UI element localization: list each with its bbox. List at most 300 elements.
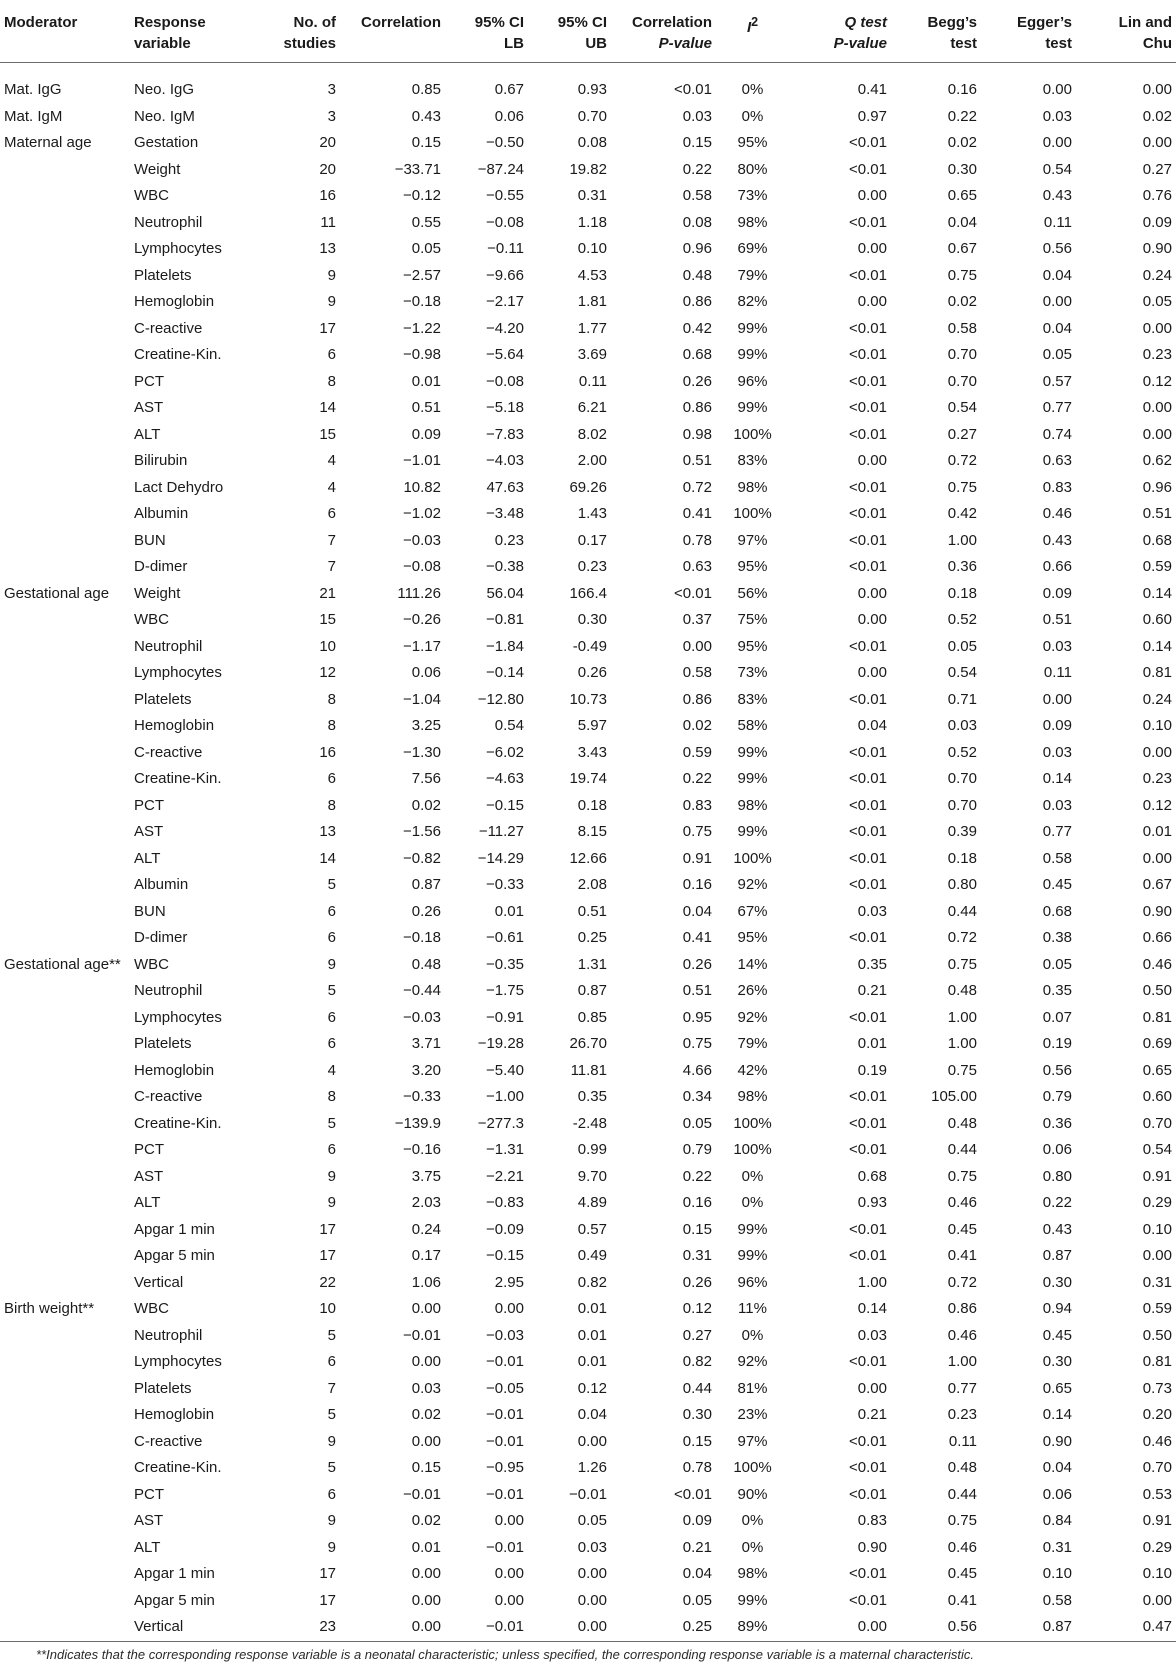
correlation-p-value-cell: 0.00 <box>682 637 712 655</box>
q-test-p-value-cell: 0.35 <box>857 955 887 973</box>
ci-ub-cell: 1.81 <box>577 293 607 310</box>
ci-lb-cell: −12.80 <box>477 690 524 708</box>
lin-and-chu-cell: 0.90 <box>1142 240 1172 257</box>
lin-and-chu-cell: 0.02 <box>1142 107 1172 125</box>
eggers-test-cell: 0.43 <box>1042 187 1072 204</box>
i-squared-cell: 98% <box>737 478 768 496</box>
table-row <box>0 1588 1176 1615</box>
moderator-cell <box>0 819 130 846</box>
beggs-test-cell: 0.75 <box>947 478 977 496</box>
response-variable-cell: Platelets <box>134 690 192 708</box>
beggs-test-cell: 0.02 <box>947 293 977 310</box>
ci-lb-cell: −0.01 <box>486 1432 524 1450</box>
ci-lb-cell: −0.01 <box>445 1614 528 1641</box>
ci-lb-cell: 0.00 <box>494 1591 524 1609</box>
response-variable-cell: AST <box>134 399 164 416</box>
i-squared-cell: 73% <box>737 664 768 681</box>
ci-lb-cell: −0.83 <box>486 1194 524 1211</box>
lin-and-chu-cell: 0.60 <box>1142 1088 1172 1105</box>
ci-ub-cell: 0.70 <box>577 107 607 125</box>
header-spacer <box>0 63 1176 78</box>
moderator-cell: Mat. IgG <box>4 81 62 98</box>
ci-lb-cell: −0.08 <box>486 213 524 231</box>
lin-and-chu-cell: 0.73 <box>1142 1379 1172 1397</box>
ci-ub-cell: 0.25 <box>577 929 607 946</box>
ci-ub-cell: 2.08 <box>577 876 607 893</box>
i-squared-cell: 0% <box>741 1194 764 1211</box>
correlation-cell: −0.16 <box>403 1141 441 1158</box>
eggers-test-cell: 0.87 <box>981 1614 1076 1641</box>
table-row <box>0 872 1176 899</box>
table-header <box>0 4 1176 77</box>
response-variable-cell: Creatine-Kin. <box>134 1114 222 1132</box>
studies-cell: 15 <box>319 425 336 443</box>
studies-cell: 9 <box>327 266 336 284</box>
table-row <box>0 1535 1176 1562</box>
moderator-cell: Gestational age** <box>4 955 121 973</box>
studies-cell: 9 <box>327 1432 336 1450</box>
ci-lb-cell: −11.27 <box>478 823 524 840</box>
beggs-test-cell: 1.00 <box>947 531 977 549</box>
response-variable-cell: Apgar 1 min <box>134 1565 215 1582</box>
studies-cell: 10 <box>319 1300 336 1317</box>
beggs-test-cell: 0.45 <box>947 1220 977 1238</box>
i-squared-cell: 99% <box>737 770 768 787</box>
ci-ub-cell: -2.48 <box>572 1114 607 1132</box>
ci-ub-cell: 0.12 <box>577 1379 607 1397</box>
q-test-p-value-cell: <0.01 <box>849 1432 887 1450</box>
lin-and-chu-cell: 0.05 <box>1142 293 1172 310</box>
beggs-test-cell: 0.22 <box>947 107 977 125</box>
ci-ub-cell: 10.73 <box>569 690 607 708</box>
beggs-test-cell: 0.75 <box>947 1167 977 1185</box>
studies-cell: 17 <box>319 1220 336 1238</box>
response-variable-cell: Platelets <box>134 1379 192 1397</box>
i-squared-cell: 96% <box>737 372 768 390</box>
studies-cell: 5 <box>327 1406 336 1423</box>
ci-ub-cell: 0.87 <box>577 982 607 999</box>
studies-cell: 20 <box>319 160 336 178</box>
correlation-p-value-cell: 0.27 <box>682 1326 712 1344</box>
moderator-cell <box>0 899 130 926</box>
lin-and-chu-cell: 0.67 <box>1142 876 1172 893</box>
q-test-p-value-cell: 0.21 <box>857 982 887 999</box>
ci-lb-cell: −0.61 <box>486 929 524 946</box>
lin-and-chu-cell: 0.12 <box>1142 372 1172 390</box>
q-test-p-value-cell: 0.00 <box>857 611 887 628</box>
correlation-cell: 0.06 <box>411 664 441 681</box>
q-test-p-value-cell: <0.01 <box>849 929 887 946</box>
lin-and-chu-cell: 0.14 <box>1142 637 1172 655</box>
beggs-test-cell: 0.02 <box>947 134 977 151</box>
eggers-test-cell: 0.43 <box>1042 531 1072 549</box>
ci-lb-cell: 2.95 <box>494 1273 524 1291</box>
ci-ub-cell: 0.93 <box>577 81 607 98</box>
beggs-test-cell: 0.80 <box>947 876 977 893</box>
q-test-p-value-cell: 0.00 <box>857 664 887 681</box>
table-row <box>0 1508 1176 1535</box>
ci-ub-cell: 0.08 <box>577 134 607 151</box>
eggers-test-cell: 0.00 <box>1042 690 1072 708</box>
lin-and-chu-cell: 0.46 <box>1142 955 1172 973</box>
correlation-p-value-cell: 0.86 <box>682 690 712 708</box>
response-variable-cell: ALT <box>134 849 161 867</box>
ci-ub-cell: 4.53 <box>577 266 607 284</box>
response-variable-cell: WBC <box>134 187 169 204</box>
response-variable-cell: Lymphocytes <box>134 664 222 681</box>
moderator-cell <box>0 1058 130 1085</box>
i-squared-cell: 58% <box>737 717 768 734</box>
table-row <box>0 1429 1176 1456</box>
studies-cell: 13 <box>319 240 336 257</box>
lin-and-chu-cell: 0.46 <box>1142 1432 1172 1450</box>
ci-lb-cell: −5.64 <box>486 346 524 363</box>
moderator-cell <box>0 1614 130 1641</box>
response-variable-cell: Bilirubin <box>134 452 188 469</box>
correlation-cell: −0.03 <box>403 531 441 549</box>
correlation-p-value-cell: 0.82 <box>682 1353 712 1370</box>
response-variable-cell: Platelets <box>134 1035 192 1052</box>
correlation-cell: 0.43 <box>411 107 441 125</box>
q-test-p-value-cell: 0.83 <box>857 1512 887 1529</box>
ci-lb-cell: −0.35 <box>486 955 524 973</box>
table-row <box>0 925 1176 952</box>
i-squared-cell: 82% <box>737 293 768 310</box>
correlation-cell: −1.17 <box>403 637 441 655</box>
response-variable-cell: Neutrophil <box>134 637 203 655</box>
eggers-test-cell: 0.00 <box>1042 81 1072 98</box>
table-row <box>0 1323 1176 1350</box>
studies-cell: 8 <box>327 690 336 708</box>
lin-and-chu-cell: 0.01 <box>1142 823 1172 840</box>
ci-lb-cell: −5.18 <box>486 399 524 416</box>
correlation-p-value-cell: 0.68 <box>682 346 712 363</box>
beggs-test-cell: 0.46 <box>947 1326 977 1344</box>
moderator-cell <box>0 210 130 237</box>
moderator-cell <box>0 1243 130 1270</box>
table-row <box>0 1137 1176 1164</box>
lin-and-chu-cell: 0.00 <box>1142 849 1172 867</box>
eggers-test-cell: 0.03 <box>1042 796 1072 814</box>
correlation-cell: 1.06 <box>411 1273 441 1291</box>
lin-and-chu-cell: 0.51 <box>1142 505 1172 522</box>
q-test-p-value-cell: 0.00 <box>857 1379 887 1397</box>
ci-lb-cell: −0.01 <box>486 1353 524 1370</box>
ci-ub-cell: 9.70 <box>577 1167 607 1185</box>
correlation-cell: 0.15 <box>411 134 441 151</box>
eggers-test-cell: 0.77 <box>1042 823 1072 840</box>
eggers-test-cell: 0.10 <box>1042 1565 1072 1582</box>
ci-lb-cell: −87.24 <box>477 160 524 178</box>
correlation-cell: −0.18 <box>403 293 441 310</box>
studies-cell: 7 <box>327 1379 336 1397</box>
lin-and-chu-cell: 0.59 <box>1142 558 1172 575</box>
moderator-cell <box>0 1084 130 1111</box>
eggers-test-cell: 0.04 <box>1042 1459 1072 1476</box>
table-row <box>0 819 1176 846</box>
q-test-p-value-cell: <0.01 <box>849 319 887 337</box>
beggs-test-cell: 0.16 <box>947 81 977 98</box>
beggs-test-cell: 0.75 <box>947 1512 977 1529</box>
beggs-test-cell: 0.52 <box>947 743 977 761</box>
correlation-cell: −1.22 <box>403 319 441 337</box>
correlation-p-value-cell: 0.04 <box>682 1565 712 1582</box>
correlation-cell: 0.55 <box>411 213 441 231</box>
header-moderator: Moderator <box>0 4 130 63</box>
ci-lb-cell: −7.83 <box>486 425 524 443</box>
q-test-p-value-cell: 0.04 <box>857 717 887 734</box>
beggs-test-cell: 0.72 <box>947 1273 977 1291</box>
ci-lb-cell: −0.81 <box>486 611 524 628</box>
beggs-test-cell: 0.45 <box>947 1565 977 1582</box>
moderator-cell <box>0 766 130 793</box>
ci-ub-cell: 0.00 <box>577 1565 607 1582</box>
q-test-p-value-cell: <0.01 <box>849 876 887 893</box>
header-number-of-studies: No. of studies <box>260 4 340 63</box>
response-variable-cell: Hemoglobin <box>134 1406 215 1423</box>
lin-and-chu-cell: 0.24 <box>1142 266 1172 284</box>
moderator-cell <box>0 1508 130 1535</box>
correlation-cell: 0.26 <box>411 902 441 920</box>
table-row <box>0 1190 1176 1217</box>
moderator-cell <box>0 1402 130 1429</box>
moderator-cell: Birth weight** <box>4 1300 95 1317</box>
beggs-test-cell: 0.75 <box>947 266 977 284</box>
beggs-test-cell: 0.77 <box>947 1379 977 1397</box>
eggers-test-cell: 0.77 <box>1042 399 1072 416</box>
lin-and-chu-cell: 0.00 <box>1142 743 1172 761</box>
eggers-test-cell: 0.11 <box>1043 213 1072 231</box>
table-row <box>0 1217 1176 1244</box>
correlation-p-value-cell: 0.25 <box>611 1614 716 1641</box>
ci-ub-cell: 0.01 <box>577 1300 607 1317</box>
q-test-p-value-cell: <0.01 <box>849 1459 887 1476</box>
header-ci-ub: 95% CI UB <box>528 4 611 63</box>
table-row <box>0 687 1176 714</box>
q-test-p-value-cell: <0.01 <box>849 1247 887 1264</box>
q-test-p-value-cell: <0.01 <box>849 823 887 840</box>
beggs-test-cell: 0.75 <box>947 955 977 973</box>
ci-lb-cell: 47.63 <box>486 478 524 496</box>
response-variable-cell: Vertical <box>130 1614 260 1641</box>
ci-ub-cell: 4.89 <box>577 1194 607 1211</box>
eggers-test-cell: 0.57 <box>1042 372 1072 390</box>
header-correlation: Correlation <box>340 4 445 63</box>
q-test-p-value-cell: 0.21 <box>857 1406 887 1423</box>
correlation-p-value-cell: 0.21 <box>682 1538 712 1556</box>
eggers-test-cell: 0.19 <box>1042 1035 1072 1052</box>
ci-lb-cell: −1.75 <box>486 982 524 999</box>
correlation-p-value-cell: 0.75 <box>682 823 712 840</box>
table-row <box>0 740 1176 767</box>
correlation-p-value-cell: 0.22 <box>682 160 712 178</box>
correlation-p-value-cell: 0.83 <box>682 796 712 814</box>
i-squared-cell: 69% <box>737 240 768 257</box>
ci-ub-cell: 0.57 <box>577 1220 607 1238</box>
table-row <box>0 236 1176 263</box>
beggs-test-cell: 0.05 <box>947 637 977 655</box>
response-variable-cell: ALT <box>134 425 161 443</box>
eggers-test-cell: 0.58 <box>1042 849 1072 867</box>
q-test-p-value-cell: 0.97 <box>857 107 887 125</box>
studies-cell: 6 <box>327 1008 336 1026</box>
ci-lb-cell: −0.09 <box>486 1220 524 1238</box>
correlation-cell: −139.9 <box>394 1114 441 1132</box>
header-eggers-test: Egger’s test <box>981 4 1076 63</box>
i-squared-cell: 98% <box>737 213 768 231</box>
table-row <box>0 793 1176 820</box>
eggers-test-cell: 0.80 <box>1042 1167 1072 1185</box>
ci-ub-cell: 1.26 <box>577 1459 607 1476</box>
response-variable-cell: Weight <box>134 584 181 602</box>
response-variable-cell: AST <box>134 1512 164 1529</box>
correlation-cell: −0.98 <box>403 346 441 363</box>
moderator-cell <box>0 448 130 475</box>
correlation-p-value-cell: <0.01 <box>674 1485 712 1503</box>
lin-and-chu-cell: 0.96 <box>1142 478 1172 496</box>
table-row <box>0 1243 1176 1270</box>
response-variable-cell: Apgar 1 min <box>134 1220 215 1238</box>
i-squared-cell: 80% <box>737 160 768 178</box>
moderator-cell <box>0 316 130 343</box>
response-variable-cell: C-reactive <box>134 319 203 337</box>
lin-and-chu-cell: 0.81 <box>1142 664 1172 681</box>
lin-and-chu-cell: 0.10 <box>1142 717 1172 734</box>
correlation-cell: −1.04 <box>403 690 441 708</box>
correlation-p-value-cell: 0.05 <box>682 1591 712 1609</box>
i-squared-cell: 96% <box>737 1273 768 1291</box>
table-row <box>0 607 1176 634</box>
response-variable-cell: AST <box>134 823 164 840</box>
ci-lb-cell: −14.29 <box>477 849 524 867</box>
q-test-p-value-cell: <0.01 <box>849 1485 887 1503</box>
q-test-p-value-cell: <0.01 <box>849 134 887 151</box>
eggers-test-cell: 0.56 <box>1042 1061 1072 1079</box>
correlation-p-value-cell: 0.26 <box>682 955 712 973</box>
table-row <box>0 1482 1176 1509</box>
studies-cell: 6 <box>327 1485 336 1503</box>
correlation-p-value-cell: 0.95 <box>682 1008 712 1026</box>
beggs-test-cell: 0.11 <box>948 1432 977 1450</box>
i-squared-cell: 92% <box>737 1353 768 1370</box>
correlation-p-value-cell: 0.58 <box>682 664 712 681</box>
table-row <box>0 157 1176 184</box>
correlation-cell: 7.56 <box>411 770 441 787</box>
table-row <box>0 289 1176 316</box>
moderator-cell <box>0 634 130 661</box>
correlation-p-value-cell: 0.91 <box>682 849 712 867</box>
correlation-p-value-cell: 0.02 <box>682 717 712 734</box>
response-variable-cell: WBC <box>134 955 169 973</box>
studies-cell: 17 <box>319 1591 336 1609</box>
studies-cell: 7 <box>327 558 336 575</box>
studies-cell: 9 <box>327 1512 336 1529</box>
response-variable-cell: Neutrophil <box>134 1326 203 1344</box>
lin-and-chu-cell: 0.09 <box>1142 213 1172 231</box>
ci-ub-cell: 3.69 <box>577 346 607 363</box>
eggers-test-cell: 0.03 <box>1042 637 1072 655</box>
i-squared-cell: 0% <box>741 1326 764 1344</box>
q-test-p-value-cell: 0.00 <box>857 187 887 204</box>
table-row <box>0 1349 1176 1376</box>
studies-cell: 9 <box>327 1538 336 1556</box>
correlation-cell: 0.00 <box>411 1432 441 1450</box>
correlation-p-value-cell: <0.01 <box>674 81 712 98</box>
beggs-test-cell: 0.58 <box>947 319 977 337</box>
correlation-p-value-cell: 0.48 <box>682 266 712 284</box>
correlation-p-value-cell: 0.15 <box>682 134 712 151</box>
studies-cell: 4 <box>327 452 336 469</box>
table-row <box>0 1402 1176 1429</box>
studies-cell: 20 <box>319 134 336 151</box>
q-test-p-value-cell: 1.00 <box>857 1273 887 1291</box>
ci-lb-cell: −4.63 <box>486 770 524 787</box>
eggers-test-cell: 0.54 <box>1042 160 1072 178</box>
header-ci-lb: 95% CI LB <box>445 4 528 63</box>
lin-and-chu-cell: 0.81 <box>1142 1008 1172 1026</box>
i-squared-cell: 79% <box>737 1035 768 1052</box>
correlation-cell: 0.02 <box>411 796 441 814</box>
beggs-test-cell: 0.41 <box>947 1591 977 1609</box>
q-test-p-value-cell: 0.01 <box>857 1035 887 1052</box>
ci-lb-cell: 0.00 <box>494 1300 524 1317</box>
beggs-test-cell: 0.65 <box>947 187 977 204</box>
correlation-p-value-cell: 0.41 <box>682 505 712 522</box>
eggers-test-cell: 0.11 <box>1043 664 1072 681</box>
q-test-p-value-cell: <0.01 <box>849 213 887 231</box>
studies-cell: 6 <box>327 929 336 946</box>
i-squared-cell: 67% <box>737 902 768 920</box>
table-row <box>0 1164 1176 1191</box>
beggs-test-cell: 0.70 <box>947 346 977 363</box>
studies-cell: 17 <box>319 1565 336 1582</box>
table-footnote: **Indicates that the corresponding response variable is a neonatal characteristic; unless specified, the corresponding response variable is a maternal characteristic. <box>36 1647 974 1662</box>
ci-lb-cell: 56.04 <box>486 584 524 602</box>
beggs-test-cell: 0.46 <box>947 1538 977 1556</box>
i-squared-cell: 98% <box>737 796 768 814</box>
i-squared-cell: 99% <box>737 1247 768 1264</box>
eggers-test-cell: 0.43 <box>1042 1220 1072 1238</box>
moderator-cell: Maternal age <box>4 134 92 151</box>
response-variable-cell: ALT <box>134 1194 161 1211</box>
correlation-cell: 0.09 <box>411 425 441 443</box>
ci-ub-cell: 0.35 <box>577 1088 607 1105</box>
studies-cell: 9 <box>327 955 336 973</box>
beggs-test-cell: 0.48 <box>947 1114 977 1132</box>
correlation-p-value-cell: 0.75 <box>682 1035 712 1052</box>
studies-cell: 4 <box>327 1061 336 1079</box>
ci-ub-cell: 0.01 <box>577 1326 607 1344</box>
lin-and-chu-cell: 0.53 <box>1142 1485 1172 1503</box>
response-variable-cell: Albumin <box>134 876 189 893</box>
eggers-test-cell: 0.05 <box>1042 346 1072 363</box>
studies-cell: 9 <box>327 1194 336 1211</box>
studies-cell: 6 <box>327 505 336 522</box>
table-row <box>0 1031 1176 1058</box>
correlation-cell: 0.02 <box>411 1406 441 1423</box>
studies-cell: 6 <box>327 770 336 787</box>
beggs-test-cell: 0.03 <box>947 717 977 734</box>
studies-cell: 5 <box>327 876 336 893</box>
lin-and-chu-cell: 0.23 <box>1142 346 1172 363</box>
moderator-cell <box>0 1588 130 1615</box>
correlation-cell: 0.00 <box>411 1591 441 1609</box>
studies-cell: 17 <box>319 1247 336 1264</box>
lin-and-chu-cell: 0.23 <box>1142 770 1172 787</box>
q-test-p-value-cell: 0.41 <box>857 81 887 98</box>
studies-cell: 8 <box>327 796 336 814</box>
ci-lb-cell: −4.20 <box>486 319 524 337</box>
